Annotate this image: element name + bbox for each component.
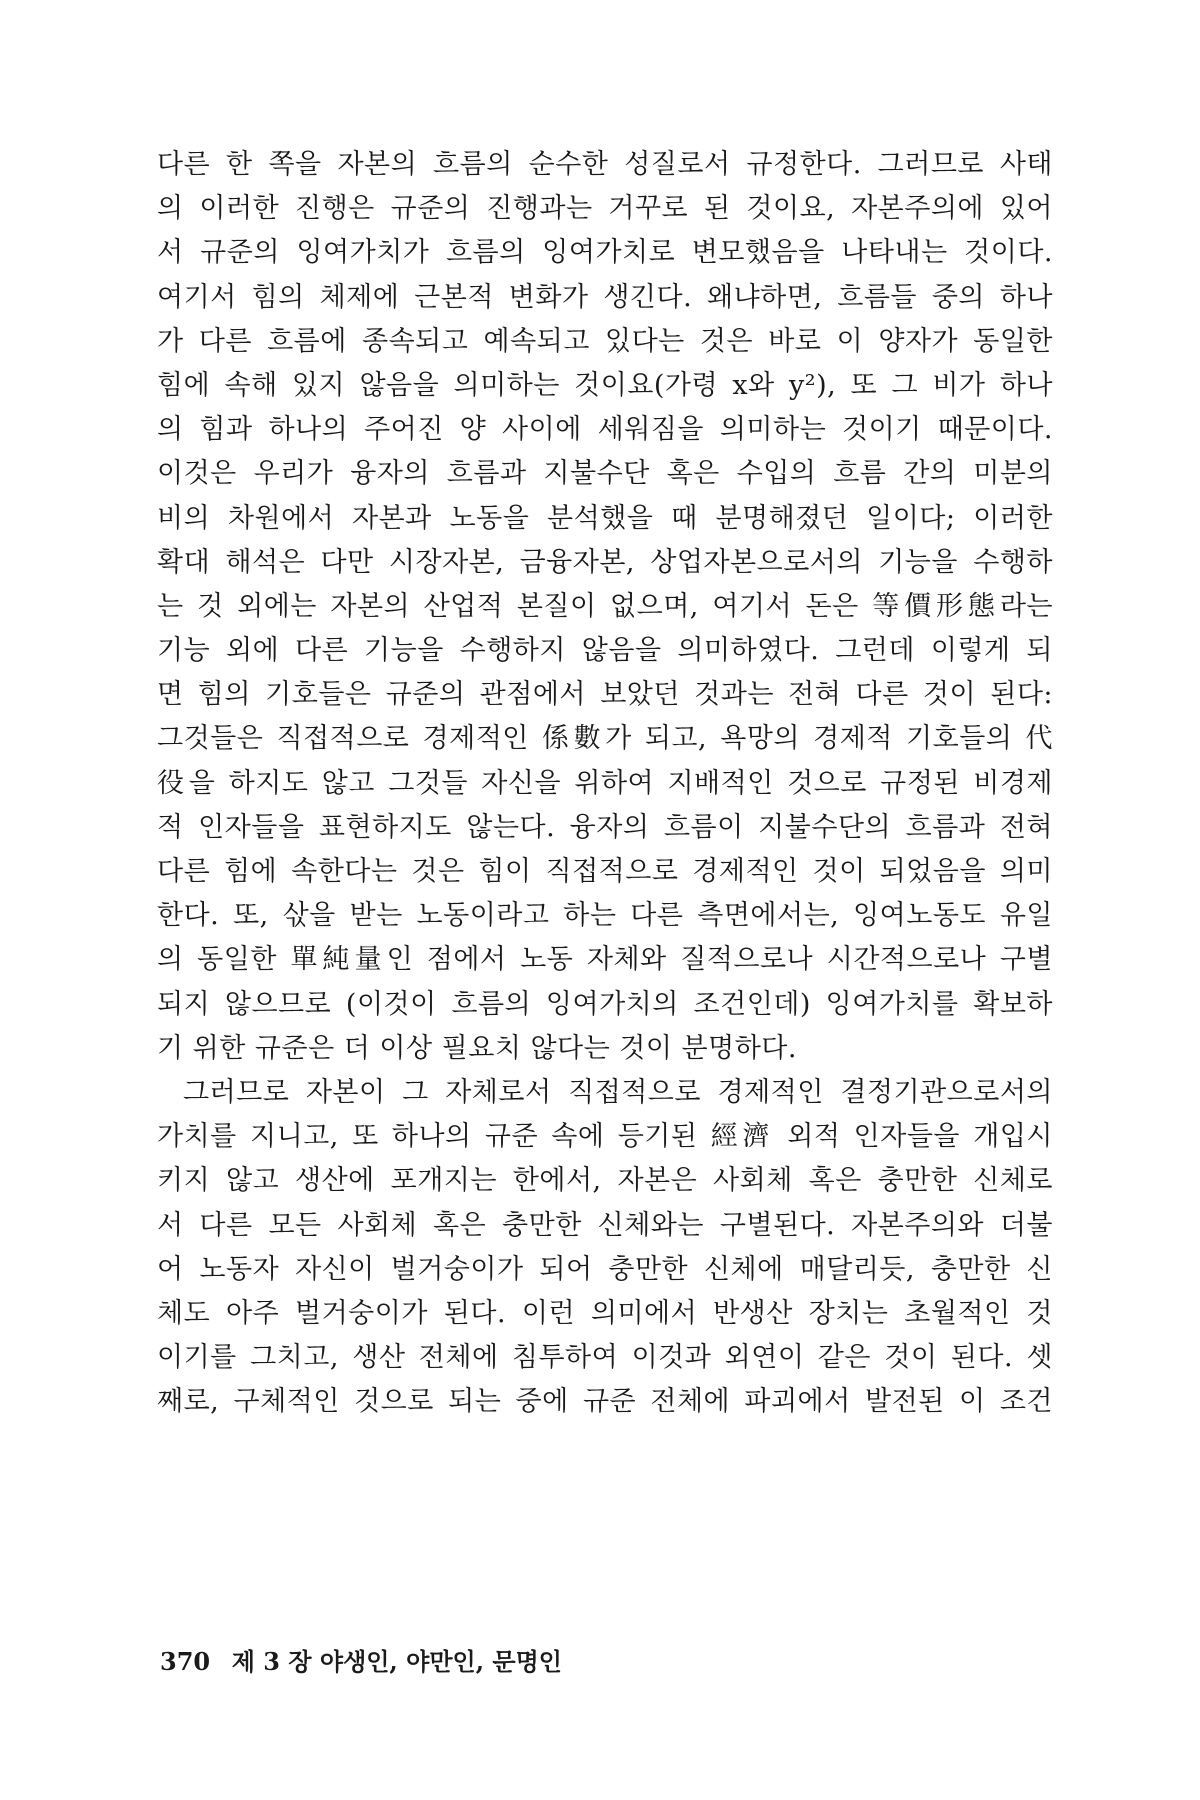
text-line: 가치를 지니고, 또 하나의 규준 속에 등기된 經濟 외적 인자들을 개입시 — [157, 1121, 1053, 1153]
page-footer — [160, 1646, 562, 1678]
text-line: 다른 한 쪽을 자본의 흐름의 순수한 성질로서 규정한다. 그러므로 사태 — [157, 149, 1053, 180]
text-line: 째로, 구체적인 것으로 되는 중에 규준 전체에 파괴에서 발전된 이 조건 — [157, 1386, 1053, 1418]
body-text — [157, 143, 1053, 1424]
text-line: 의 힘과 하나의 주어진 양 사이에 세워짐을 의미하는 것이기 때문이다. — [157, 414, 1053, 446]
text-line: 의 동일한 單純量인 점에서 노동 자체와 질적으로나 시간적으로나 구별 — [157, 944, 1053, 976]
text-line: 의 이러한 진행은 규준의 진행과는 거꾸로 된 것이요, 자본주의에 있어 — [157, 193, 1053, 225]
text-line: 그것들은 직접적으로 경제적인 係數가 되고, 욕망의 경제적 기호들의 代 — [157, 723, 1053, 755]
text-line: 체도 아주 벌거숭이가 된다. 이런 의미에서 반생산 장치는 초월적인 것 — [157, 1297, 1053, 1329]
page-number: 370 — [160, 1647, 211, 1676]
text-line: 여기서 힘의 체제에 근본적 변화가 생긴다. 왜냐하면, 흐름들 중의 하나 — [157, 281, 1053, 313]
text-line: 힘에 속해 있지 않음을 의미하는 것이요(가령 x와 y²), 또 그 비가 하나 — [157, 369, 1053, 401]
text-line: 가 다른 흐름에 종속되고 예속되고 있다는 것은 바로 이 양자가 동일한 — [157, 325, 1053, 357]
text-line: 비의 차원에서 자본과 노동을 분석했을 때 분명해졌던 일이다; 이러한 — [157, 502, 1053, 534]
text-line: 役을 하지도 않고 그것들 자신을 위하여 지배적인 것으로 규정된 비경제 — [157, 767, 1053, 799]
text-line: 이것은 우리가 융자의 흐름과 지불수단 혹은 수입의 흐름 간의 미분의 — [157, 458, 1053, 490]
text-line: 는 것 외에는 자본의 산업적 본질이 없으며, 여기서 돈은 等價形態라는 — [157, 590, 1053, 622]
running-title: 제 3 장 야생인, 야만인, 문명인 — [231, 1647, 562, 1676]
text-line: 면 힘의 기호들은 규준의 관점에서 보았던 것과는 전혀 다른 것이 된다: — [157, 679, 1053, 711]
text-line: 한다. 또, 삯을 받는 노동이라고 하는 다른 측면에서는, 잉여노동도 유일 — [157, 900, 1053, 932]
text-line: 확대 해석은 다만 시장자본, 금융자본, 상업자본으로서의 기능을 수행하 — [157, 546, 1053, 578]
text-line: 기능 외에 다른 기능을 수행하지 않음을 의미하였다. 그런데 이렇게 되 — [157, 635, 1053, 667]
text-line: 이기를 그치고, 생산 전체에 침투하여 이것과 외연이 같은 것이 된다. 셋 — [157, 1342, 1053, 1374]
text-line: 그러므로 자본이 그 자체로서 직접적으로 경제적인 결정기관으로서의 — [183, 1076, 1053, 1108]
text-line: 적 인자들을 표현하지도 않는다. 융자의 흐름이 지불수단의 흐름과 전혀 — [157, 811, 1053, 843]
text-line: 다른 힘에 속한다는 것은 힘이 직접적으로 경제적인 것이 되었음을 의미 — [157, 856, 1053, 887]
text-line: 되지 않으므로 (이것이 흐름의 잉여가치의 조건인데) 잉여가치를 확보하 — [157, 988, 1053, 1020]
text-line: 키지 않고 생산에 포개지는 한에서, 자본은 사회체 혹은 충만한 신체로 — [157, 1165, 1053, 1197]
text-line: 기 위한 규준은 더 이상 필요치 않다는 것이 분명하다. — [157, 1032, 797, 1064]
text-line: 어 노동자 자신이 벌거숭이가 되어 충만한 신체에 매달리듯, 충만한 신 — [157, 1253, 1053, 1285]
text-line: 서 규준의 잉여가치가 흐름의 잉여가치로 변모했음을 나타내는 것이다. — [157, 237, 1053, 269]
text-line: 서 다른 모든 사회체 혹은 충만한 신체와는 구별된다. 자본주의와 더불 — [157, 1209, 1053, 1241]
